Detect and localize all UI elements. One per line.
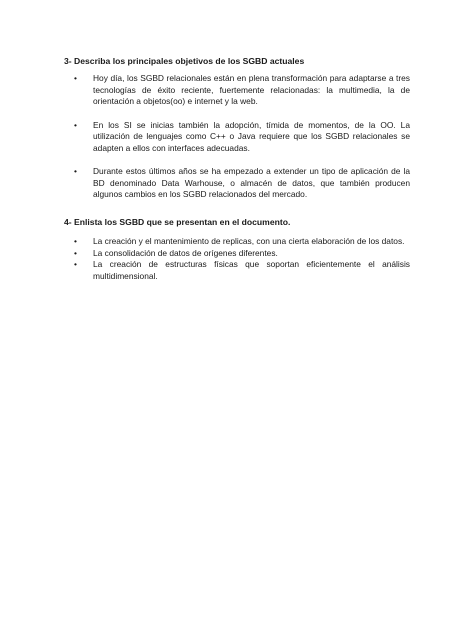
bullet-icon: • [74,119,77,130]
bullet-text: La creación de estructuras físicas que soportan eficientemente el análisis multidimensional. [93,259,410,281]
bullet-text: Durante estos últimos años se ha empezado a extender un tipo de aplicación de la BD denominado Data Warhouse, o almacén de datos, que también producen algunos cambios en los SGBD relacionados del mercado. [93,166,410,199]
section-3-heading: 3- Describa los principales objetivos de los SGBD actuales [64,56,305,66]
bullet-icon: • [74,236,77,246]
bullet-text: Hoy día, los SGBD relacionales están en plena transformación para adaptarse a tres tecnologías de éxito reciente, fuertemente relacionadas: la multimedia, la de orientación a objetos(oo) e internet y la web. [93,73,410,106]
bullet-icon: • [74,166,77,176]
list-item [72,120,410,155]
bullet-text: La creación y el mantenimiento de replicas, con una cierta elaboración de los datos. [93,236,405,246]
bullet-text: La consolidación de datos de orígenes diferentes. [93,247,278,258]
section-3-bullet-list [72,73,410,213]
list-item [72,236,410,248]
section-4-heading: 4- Enlista los SGBD que se presentan en el documento. [64,217,291,227]
list-item [72,259,410,282]
list-item [72,166,410,201]
bullet-text: En los SI se inicias también la adopción, tímida de momentos, de la OO. La utilización de lenguajes como C++ o Java requiere que los SGBD relacionales se adapten a ellos con interfaces adecuadas. [93,119,410,153]
list-item [72,248,410,260]
section-4-bullet-list [72,236,410,282]
bullet-icon: • [74,259,77,269]
list-item [72,73,410,108]
bullet-icon: • [74,73,77,83]
bullet-icon: • [74,247,77,258]
